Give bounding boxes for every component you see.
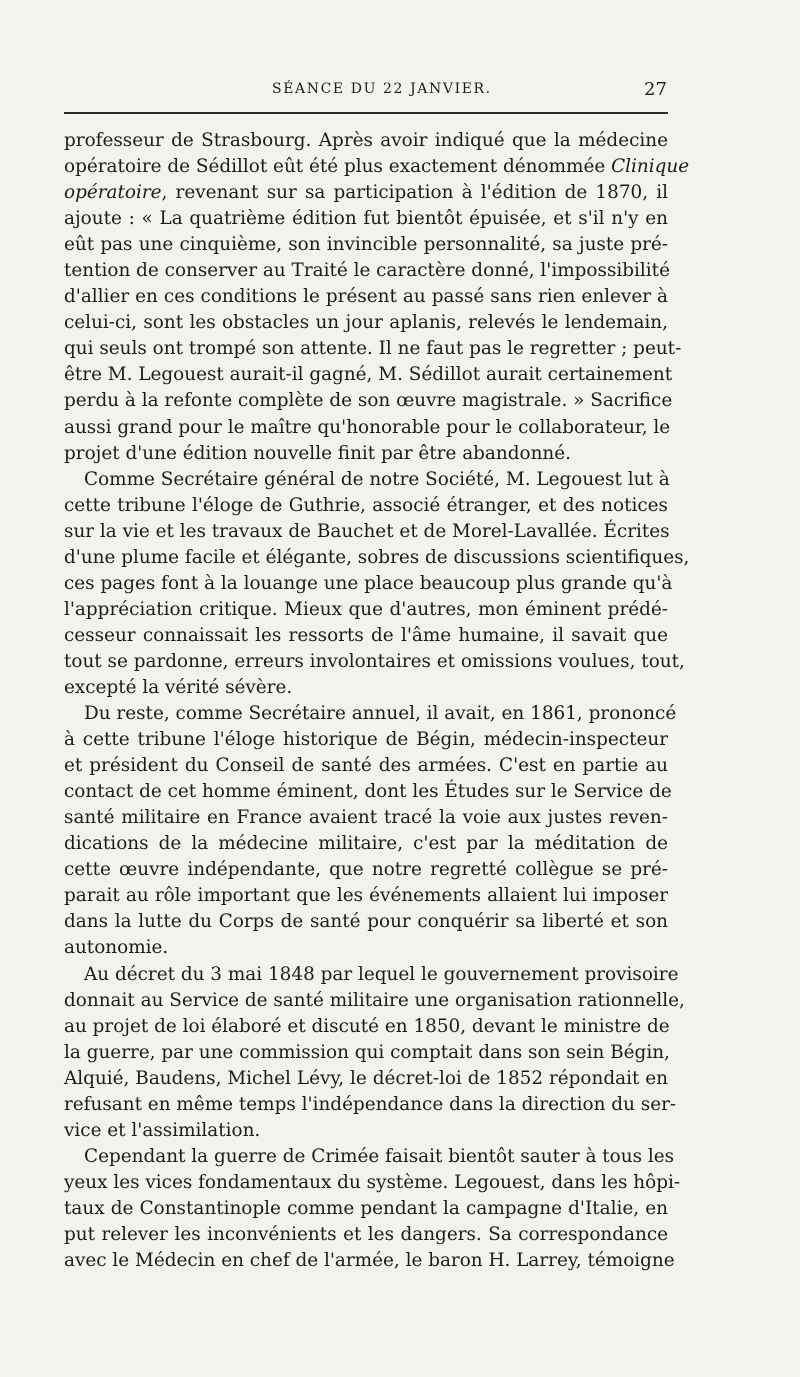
text-line <box>64 284 668 310</box>
text-line <box>64 493 668 519</box>
text-line <box>64 831 668 857</box>
text-segment: ces pages font à la louange une place beaucoup plus grande qu'à <box>64 572 673 594</box>
text-segment: dications de la médecine militaire, c'est par la méditation de <box>64 833 668 855</box>
text-segment: dans la lutte du Corps de santé pour conquérir sa liberté et son <box>64 911 668 933</box>
text-line <box>64 362 673 388</box>
text-line <box>64 1014 668 1040</box>
text-segment: put relever les inconvénients et les dangers. Sa correspondance <box>64 1223 668 1245</box>
text-line <box>64 1118 668 1144</box>
text-line <box>64 1144 675 1170</box>
text-segment: excepté la vérité sévère. <box>64 676 293 698</box>
text-segment: cette tribune l'éloge de Guthrie, associé étranger, et des notices <box>64 494 668 516</box>
italic-text: opératoire <box>64 182 162 204</box>
text-line <box>64 545 690 571</box>
text-segment: avec le Médecin en chef de l'armée, le baron H. Larrey, témoigne <box>64 1250 675 1272</box>
text-line <box>64 857 668 883</box>
text-segment: Du reste, comme Secrétaire annuel, il avait, en 1861, prononcé <box>84 703 677 725</box>
text-segment: contact de cet homme éminent, dont les Études sur le Service de <box>64 781 672 803</box>
text-segment: parait au rôle important que les événements allaient lui imposer <box>64 885 668 907</box>
text-segment: d'une plume facile et élégante, sobres de discussions scientifiques, <box>64 546 690 568</box>
text-line <box>64 467 668 493</box>
text-segment: sur la vie et les travaux de Bauchet et de Morel-Lavallée. Écrites <box>64 520 670 542</box>
text-line <box>64 1222 668 1248</box>
text-segment: Alquié, Baudens, Michel Lévy, le décret-loi de 1852 répondait en <box>64 1067 668 1089</box>
text-segment: vice et l'assimilation. <box>64 1119 261 1141</box>
text-line <box>64 519 668 545</box>
text-segment: , revenant sur sa participation à l'édition de 1870, il <box>161 182 668 204</box>
text-line <box>64 206 668 232</box>
text-segment: d'allier en ces conditions le présent au passé sans rien enlever à <box>64 286 668 308</box>
text-line <box>64 1040 668 1066</box>
text-segment: cette œuvre indépendante, que notre regretté collègue se pré- <box>64 859 668 881</box>
text-segment: perdu à la refonte complète de son œuvre magistrale. » Sacrifice <box>64 390 673 412</box>
text-line <box>64 441 668 467</box>
text-segment: au projet de loi élaboré et discuté en 1850, devant le ministre de <box>64 1015 670 1037</box>
text-line <box>64 935 668 961</box>
text-segment: autonomie. <box>64 937 169 959</box>
text-line <box>64 388 673 414</box>
text-segment: à cette tribune l'éloge historique de Bégin, médecin-inspecteur <box>64 729 668 751</box>
running-header-title: SÉANCE DU 22 JANVIER. <box>272 81 492 97</box>
text-segment: projet d'une édition nouvelle finit par être abandonné. <box>64 442 572 464</box>
text-segment: la guerre, par une commission qui comptait dans son sein Bégin, <box>64 1041 670 1063</box>
text-line <box>64 727 668 753</box>
text-line <box>64 154 690 180</box>
text-segment: refusant en même temps l'indépendance dans la direction du ser- <box>64 1093 677 1115</box>
text-line <box>64 1170 681 1196</box>
text-line <box>64 1196 668 1222</box>
text-line <box>64 128 668 154</box>
text-segment: santé militaire en France avaient tracé la voie aux justes reven- <box>64 807 668 829</box>
text-line <box>64 310 668 336</box>
text-line <box>64 753 668 779</box>
text-segment: l'appréciation critique. Mieux que d'autres, mon éminent prédé- <box>64 598 668 620</box>
text-line <box>64 1092 677 1118</box>
text-line <box>64 779 672 805</box>
text-segment: professeur de Strasbourg. Après avoir indiqué que la médecine <box>64 130 668 151</box>
text-line <box>64 415 671 441</box>
text-line <box>64 962 679 988</box>
body-text <box>64 128 690 1274</box>
text-segment: Au décret du 3 mai 1848 par lequel le gouvernement provisoire <box>84 963 679 985</box>
text-line <box>64 1248 675 1274</box>
text-line <box>64 1066 668 1092</box>
text-segment: celui-ci, sont les obstacles un jour aplanis, relevés le lendemain, <box>64 312 668 334</box>
text-line <box>64 571 673 597</box>
text-segment: opératoire de Sédillot eût été plus exactement dénommée <box>64 156 612 178</box>
text-segment: tout se pardonne, erreurs involontaires et omissions voulues, tout, <box>64 650 685 672</box>
text-line <box>64 336 682 362</box>
text-line <box>64 701 677 727</box>
text-segment: taux de Constantinople comme pendant la campagne d'Italie, en <box>64 1197 668 1219</box>
text-line <box>64 232 668 258</box>
page-number: 27 <box>644 79 667 100</box>
text-segment: cesseur connaissait les ressorts de l'âme humaine, il savait que <box>64 624 668 646</box>
text-line <box>64 649 685 675</box>
text-segment: yeux les vices fondamentaux du système. Legouest, dans les hôpi- <box>64 1171 681 1193</box>
text-line <box>64 180 668 206</box>
text-line <box>64 988 685 1014</box>
text-line <box>64 597 668 623</box>
text-segment: tention de conserver au Traité le caractère donné, l'impossibilité <box>64 260 670 282</box>
text-line <box>64 805 668 831</box>
text-segment: et président du Conseil de santé des armées. C'est en partie au <box>64 755 668 777</box>
text-segment: aussi grand pour le maître qu'honorable pour le collaborateur, le <box>64 416 671 438</box>
italic-text: Clinique <box>611 156 690 178</box>
text-line <box>64 675 668 701</box>
text-segment: ajoute : « La quatrième édition fut bientôt épuisée, et s'il n'y en <box>64 208 668 230</box>
text-line <box>64 883 668 909</box>
text-line <box>64 258 668 284</box>
text-segment: eût pas une cinquième, son invincible personnalité, sa juste pré- <box>64 234 668 256</box>
text-segment: être M. Legouest aurait-il gagné, M. Sédillot aurait certainement <box>64 364 673 386</box>
text-segment: donnait au Service de santé militaire une organisation rationnelle, <box>64 989 685 1011</box>
text-segment: qui seuls ont trompé son attente. Il ne faut pas le regretter ; peut- <box>64 338 682 360</box>
text-segment: Comme Secrétaire général de notre Société, M. Legouest lut à <box>84 468 670 490</box>
text-segment: Cependant la guerre de Crimée faisait bientôt sauter à tous les <box>84 1145 675 1167</box>
header-rule <box>64 112 668 114</box>
text-line <box>64 623 668 649</box>
text-line <box>64 909 668 935</box>
